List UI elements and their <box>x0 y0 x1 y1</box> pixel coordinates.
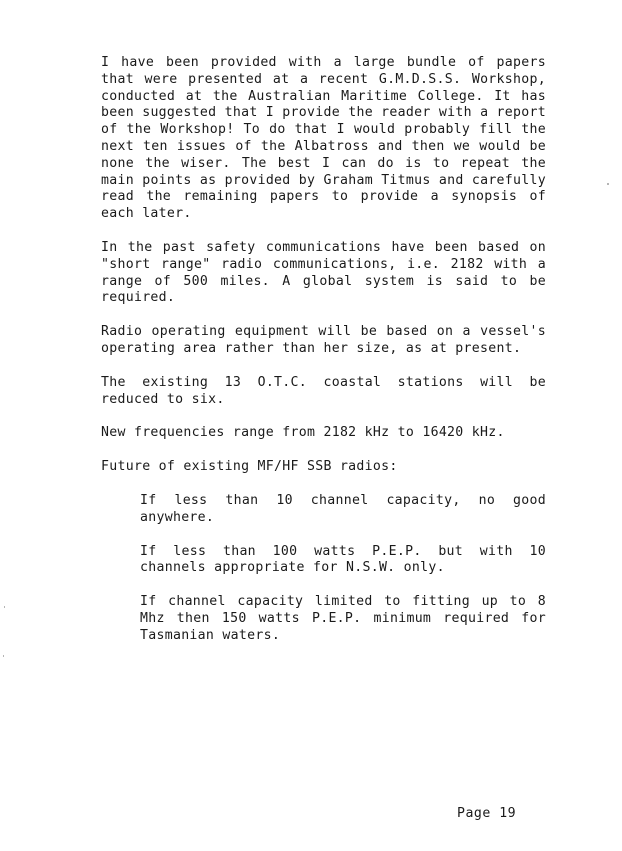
sub-point-8-mhz: If channel capacity limited to fitting up to 8 Mhz then 150 watts P.E.P. minimum required for Tasmanian waters. <box>140 594 546 643</box>
sub-point-channel-capacity: If less than 10 channel capacity, no good anywhere. <box>140 492 546 525</box>
paragraph-coastal-stations: The existing 13 O.T.C. coastal stations will be reduced to six. <box>101 374 546 407</box>
scan-speck <box>4 606 5 608</box>
paragraph-safety-communications: In the past safety communications have been based on "short range" radio communications, i.e. 2182 with a range of 500 miles. A global system is said to be required. <box>101 239 546 306</box>
page-number: Page 19 <box>457 806 517 821</box>
sub-point-100-watts: If less than 100 watts P.E.P. but with 10 channels appropriate for N.S.W. only. <box>140 543 546 576</box>
scan-speck <box>607 183 609 185</box>
paragraph-workshop-intro: I have been provided with a large bundle of papers that were presented at a recent G.M.D.S.S. Workshop, conducted at the Australian Maritime College. It has been suggested that I provide the reader with a report of the Workshop! To do that I would probably fill the next ten issues of the Albatross and then we would be none the wiser. The best I can do is to repeat the main points as provided by Graham Titmus and carefully read the remaining papers to provide a synopsis of each later. <box>101 55 546 222</box>
document-body <box>101 55 546 662</box>
scan-speck <box>3 655 4 657</box>
paragraph-new-frequencies: New frequencies range from 2182 kHz to 16420 kHz. <box>101 425 505 441</box>
paragraph-future-radios: Future of existing MF/HF SSB radios: <box>101 459 398 475</box>
paragraph-operating-equipment: Radio operating equipment will be based on a vessel's operating area rather than her size, as at present. <box>101 324 546 356</box>
